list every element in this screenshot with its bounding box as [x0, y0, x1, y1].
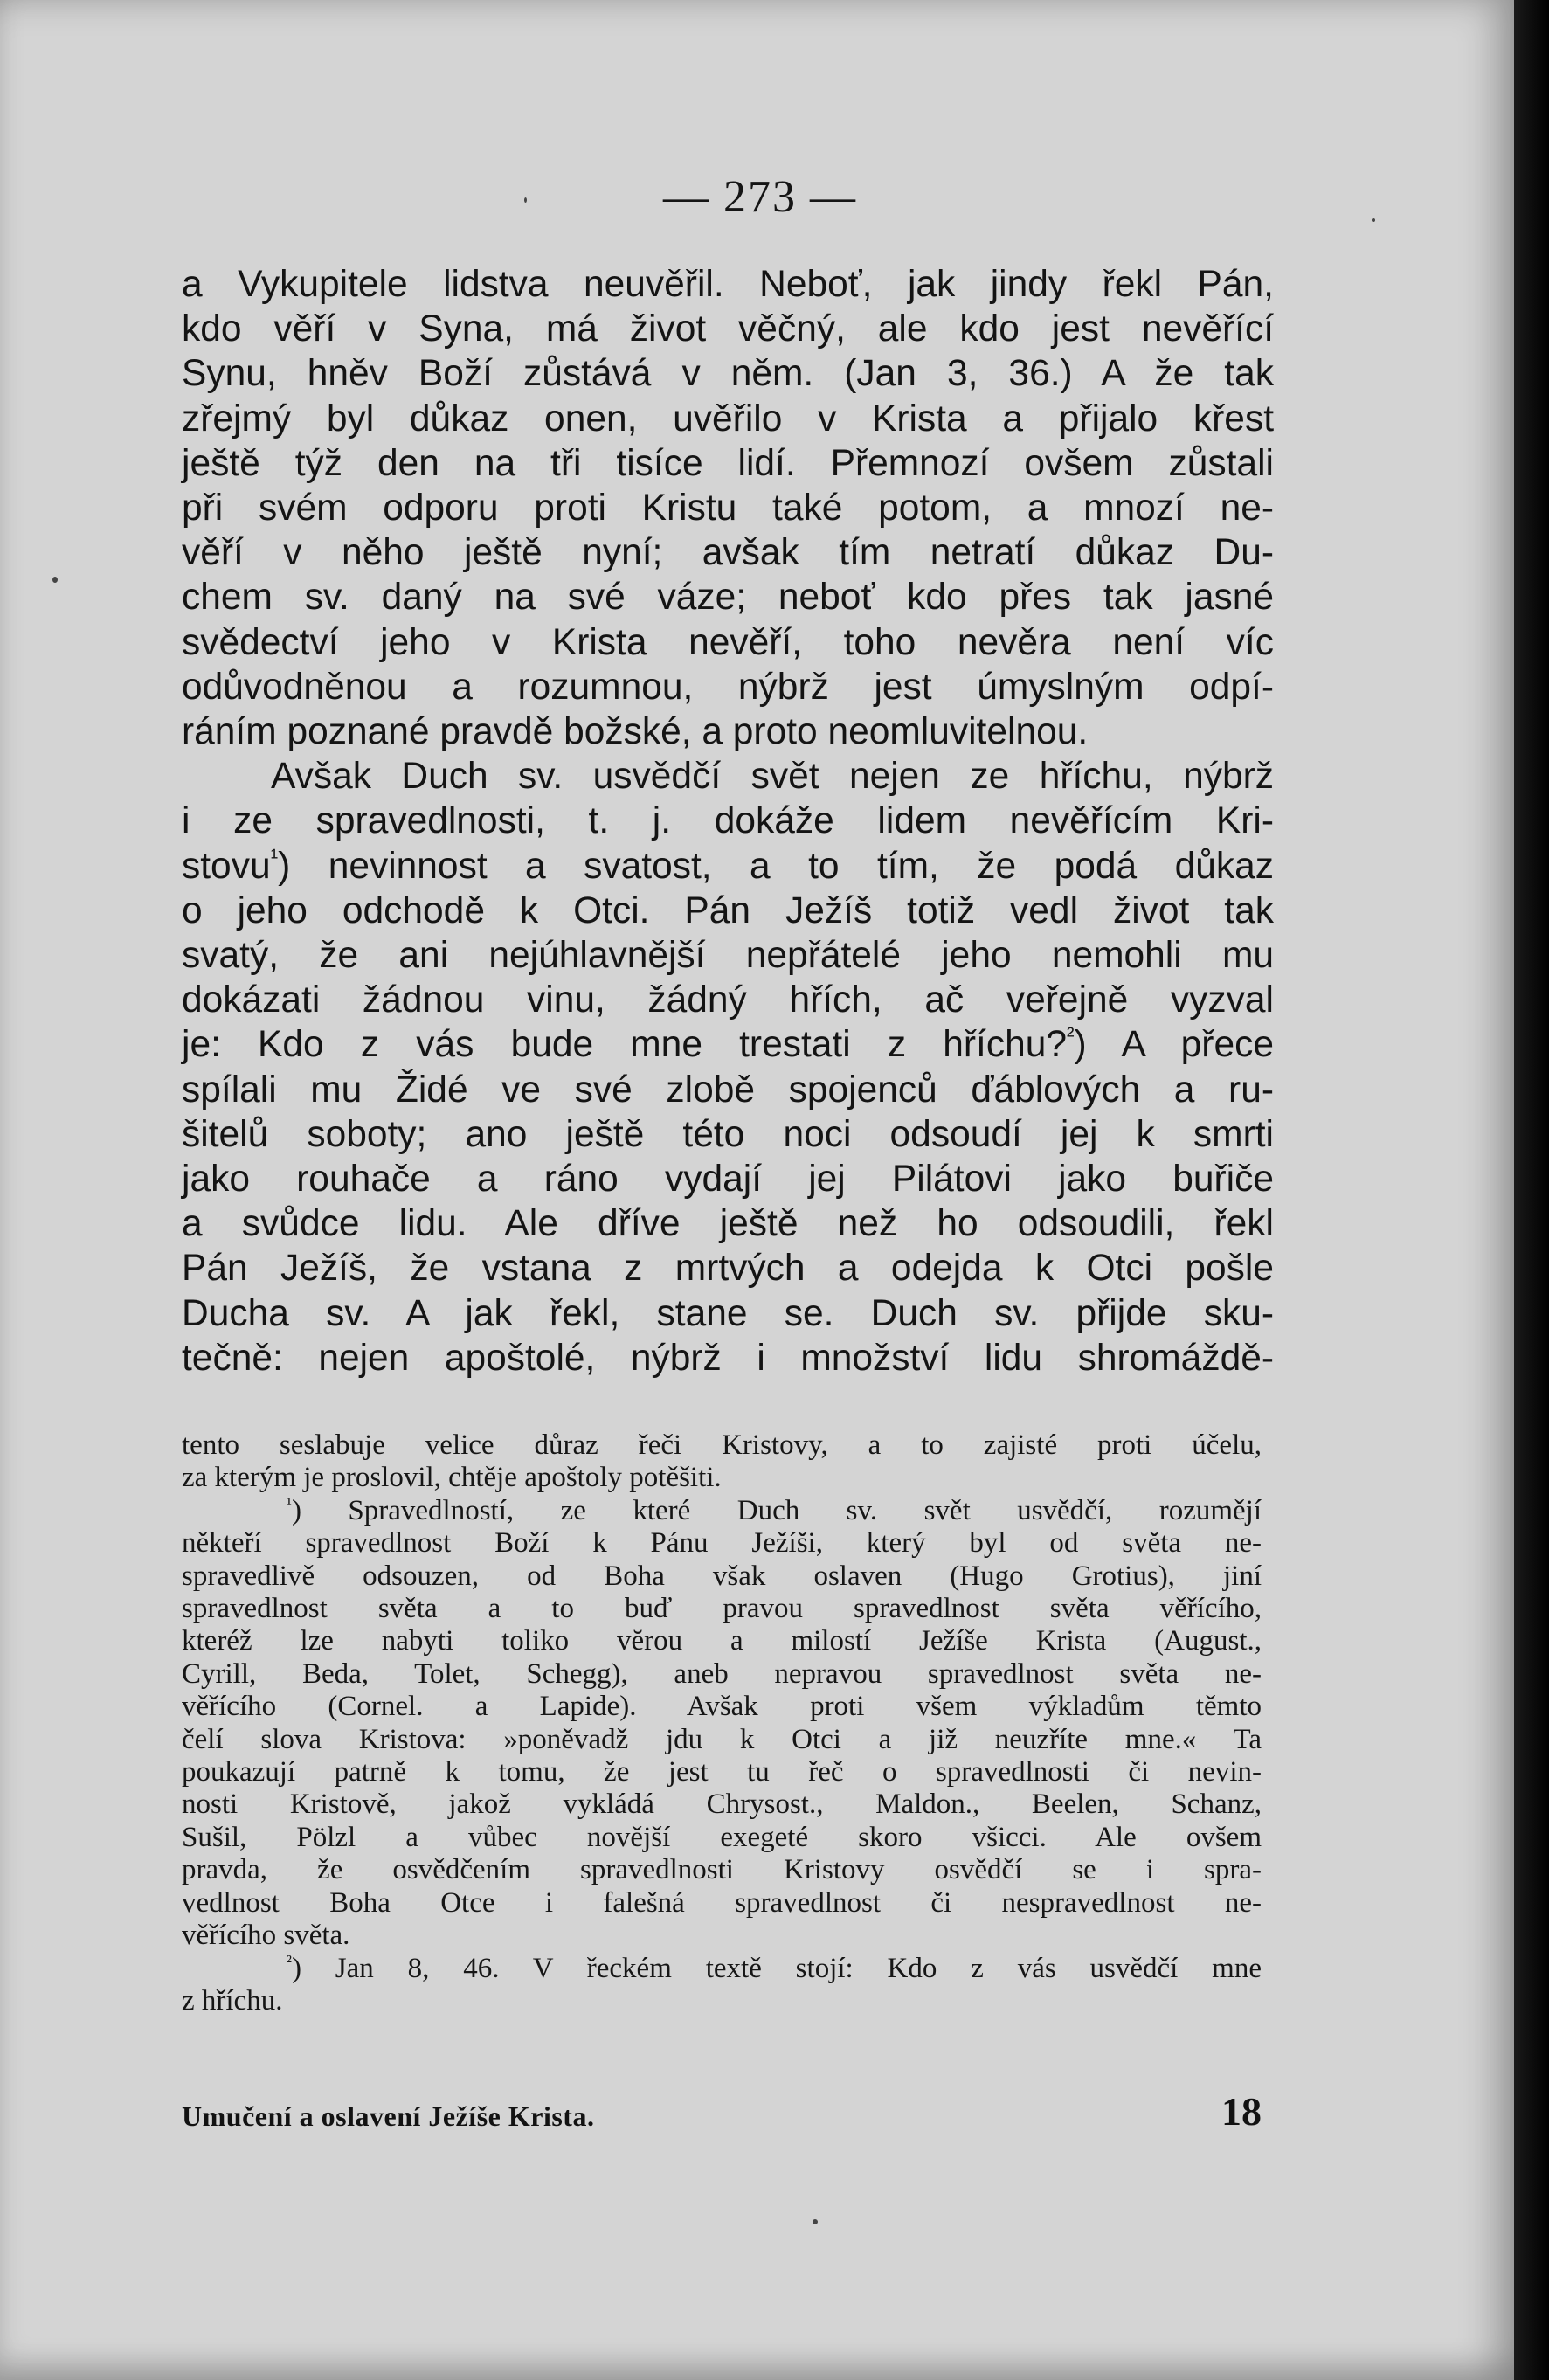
text-fragment: ) nevinnost a svatost, a to tím, že podá důkaz	[278, 845, 1274, 887]
footnote-marker-2: ²	[287, 1951, 292, 1971]
footnote-line: Sušil, Pölzl a vůbec novější exegeté skoro všicci. Ale ovšem	[182, 1821, 1262, 1853]
signature-mark: 18	[1221, 2089, 1262, 2134]
footnote-line: poukazují patrně k tomu, že jest tu řeč o spravedlnosti či nevin-	[182, 1756, 1262, 1788]
text-line: dokázati žádnou vinu, žádný hřích, ač veřejně vyzval	[182, 979, 1274, 1021]
text-fragment: ) Spravedlností, ze které Duch sv. svět usvědčí, rozumějí	[291, 1494, 1262, 1526]
footnote-line: kteréž lze nabyti toliko vĕrou a milostí Ježíše Krista (August.,	[182, 1625, 1262, 1657]
text-line: tečně: nejen apoštolé, nýbrž i množství lidu shromáždě-	[182, 1337, 1274, 1379]
footnote-ref-1: ¹	[270, 845, 279, 870]
footnote-line: vedlnost Boha Otce i falešná spravedlnost či nespravedlnost ne-	[182, 1886, 1262, 1919]
text-line: svědectví jeho v Krista nevěří, toho nevěra není víc	[182, 621, 1274, 663]
text-line: spílali mu Židé ve své zlobě spojenců ďáblových a ru-	[182, 1069, 1274, 1110]
footnote-line: Cyrill, Beda, Tolet, Schegg), aneb nepravou spravedlnost světa ne-	[182, 1657, 1262, 1690]
text-line: ještě týž den na tři tisíce lidí. Přemnozí ovšem zůstali	[182, 442, 1274, 484]
footnote-line: za kterým je proslovil, chtěje apoštoly potěšiti.	[182, 1462, 722, 1494]
text-line: ráním poznané pravdě božské, a proto neomluvitelnou.	[182, 711, 1089, 753]
footnotes	[182, 1429, 1262, 2017]
footnote-line: věřícího (Cornel. a Lapide). Avšak proti všem výkladům těmto	[182, 1691, 1262, 1723]
text-line: věří v něho ještě nyní; avšak tím netratí důkaz Du-	[182, 532, 1274, 574]
footnote-line: někteří spravedlnost Boží k Pánu Ježíši, který byl od světa ne-	[182, 1527, 1262, 1560]
footnote-line: čelí slova Kristova: »poněvadž jdu k Otci a již neuzříte mne.« Ta	[182, 1723, 1262, 1755]
text-line: jako rouhače a ráno vydají jej Pilátovi jako buřiče	[182, 1159, 1274, 1200]
text-line: a svůdce lidu. Ale dříve ještě než ho odsoudili, řekl	[182, 1203, 1274, 1245]
text-line: zřejmý byl důkaz onen, uvěřilo v Krista a přijalo křest	[182, 398, 1274, 439]
text-fragment: ) Jan 8, 46. V řeckém textě stojí: Kdo z vás usvědčí mne	[291, 1952, 1262, 1984]
dust-speck	[1372, 218, 1375, 222]
text-line-with-note	[182, 1022, 1274, 1067]
text-line: Avšak Duch sv. usvědčí svět nejen ze hříchu, nýbrž	[271, 756, 1274, 798]
text-line: Pán Ježíš, že vstana z mrtvých a odejda k Otci pošle	[182, 1248, 1274, 1290]
text-fragment: stovu	[182, 845, 271, 887]
text-line-with-note	[182, 844, 1274, 889]
footnote-line: spravedlnost světa a to buď pravou spravedlnost světa věřícího,	[182, 1593, 1262, 1625]
text-line: šitelů soboty; ano ještě této noci odsoudí jej k smrti	[182, 1113, 1274, 1155]
footnote-line: věřícího světa.	[182, 1920, 350, 1952]
footnote-marker-1: ¹	[287, 1493, 292, 1513]
scan-edge	[1514, 0, 1549, 2380]
text-line: i ze spravedlnosti, t. j. dokáže lidem nevěřícím Kri-	[182, 800, 1274, 842]
text-line: a Vykupitele lidstva neuvěřil. Neboť, jak jindy řekl Pán,	[182, 264, 1274, 305]
page-number: — 273 —	[663, 172, 857, 222]
text-line: chem sv. daný na své váze; neboť kdo přes tak jasné	[182, 577, 1274, 619]
footnote-line: tento seslabuje velice důraz řeči Kristovy, a to zajisté proti účelu,	[182, 1429, 1262, 1461]
text-line: kdo věří v Syna, má život věčný, ale kdo jest nevěřící	[182, 308, 1274, 350]
text-line: při svém odporu proti Kristu také potom, a mnozí ne-	[182, 488, 1274, 529]
main-text	[182, 262, 1274, 1380]
text-fragment: ) A přece	[1074, 1024, 1274, 1066]
book-title: Umučení a oslavení Ježíše Krista.	[182, 2100, 595, 2132]
footnote-line: spravedlivě odsouzen, od Boha však oslaven (Hugo Grotius), jiní	[182, 1560, 1262, 1592]
text-line: Ducha sv. A jak řekl, stane se. Duch sv. přijde sku-	[182, 1292, 1274, 1334]
footnote-line: z hříchu.	[182, 1984, 283, 2017]
text-line: svatý, že ani nejúhlavnější nepřátelé jeho nemohli mu	[182, 935, 1274, 977]
footnote-ref-2: ²	[1067, 1024, 1075, 1049]
text-line: o jeho odchodě k Otci. Pán Ježíš totiž vedl život tak	[182, 889, 1274, 931]
text-line: Synu, hněv Boží zůstává v něm. (Jan 3, 36.) A že tak	[182, 353, 1274, 395]
text-line: odůvodněnou a rozumnou, nýbrž jest úmyslným odpí-	[182, 666, 1274, 708]
footnote-1-start	[182, 1495, 1262, 1527]
dust-speck	[52, 577, 58, 583]
footnote-2-start	[182, 1953, 1262, 1985]
dust-speck	[524, 197, 527, 203]
footnote-line: pravda, že osvědčením spravedlnosti Kristovy osvědčí se i spra-	[182, 1854, 1262, 1886]
footnote-line: nosti Kristově, jakož vykládá Chrysost., Maldon., Beelen, Schanz,	[182, 1788, 1262, 1821]
dust-speck	[813, 2219, 818, 2224]
text-fragment: je: Kdo z vás bude mne trestati z hříchu?	[182, 1024, 1068, 1066]
